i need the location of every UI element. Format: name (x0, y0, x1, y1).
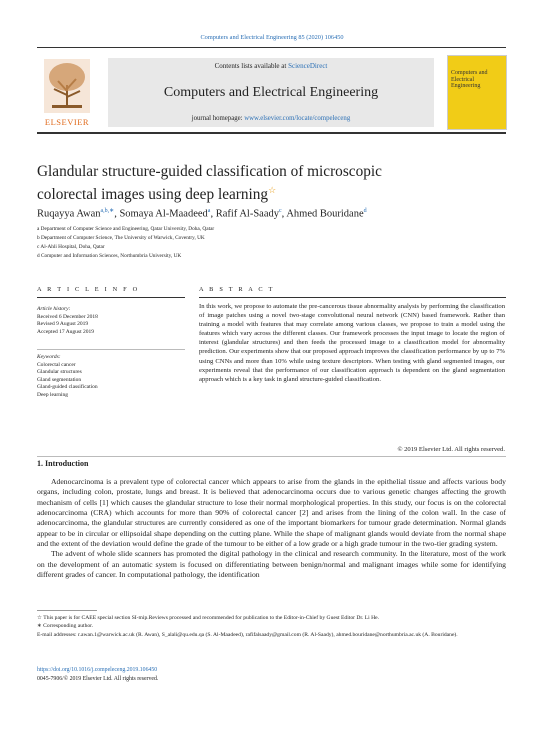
page-footer (37, 666, 506, 683)
author-name: Ruqayya Awan (37, 208, 101, 220)
article-info-rule (37, 297, 185, 298)
title-line-1: Glandular structure-guided classification of microscopic (37, 163, 382, 180)
abstract-heading: A B S T R A C T (199, 286, 275, 293)
header-rule-top (37, 47, 506, 48)
abstract-rule (199, 297, 506, 298)
history-item: Accepted 17 August 2019 (37, 328, 94, 335)
journal-cover (447, 55, 507, 130)
footnote-star: ☆ This paper is for CAEE special section SI-mip.Reviews processed and recommended for publication to the Editor-in-Chief by Guest Editor Dr. Li He. (37, 615, 380, 621)
paragraph: The advent of whole slide scanners has promoted the digital pathology in the clinical and research community. In the literature, most of the work on the development of an automatic system is focused on differentiating between benign/normal and malignant images while some for identifying different grades of cancer. In computational pathology, the identification (37, 549, 506, 580)
header-rule-bottom (37, 132, 506, 134)
sciencedirect-link[interactable]: ScienceDirect (288, 62, 328, 70)
doi-link[interactable]: https://doi.org/10.1016/j.compeleceng.2019.106450 (37, 667, 158, 673)
keyword: Deep learning (37, 391, 68, 398)
author-name: Rafif Al-Saady (215, 208, 279, 220)
keyword: Gland-guided classification (37, 384, 98, 391)
footnote-rule (37, 610, 97, 611)
title-footnote-mark[interactable]: ☆ (268, 185, 277, 195)
footnotes (37, 614, 506, 639)
author-marks[interactable]: c (279, 208, 282, 214)
abstract-copyright: © 2019 Elsevier Ltd. All rights reserved. (397, 446, 505, 453)
section-heading-introduction: 1. Introduction (37, 459, 89, 468)
keyword: Gland segmentation (37, 376, 82, 383)
affiliation: d Computer and Information Sciences, Northumbria University, UK (37, 253, 182, 259)
author-marks[interactable]: a (207, 208, 211, 214)
article-info-heading: A R T I C L E I N F O (37, 286, 140, 293)
history-item: Received 6 December 2018 (37, 313, 98, 320)
keywords-label: Keywords: (37, 354, 61, 360)
homepage-line (108, 115, 434, 122)
history-label: Article history: (37, 306, 71, 312)
author-marks[interactable]: d (363, 208, 367, 214)
contents-line (108, 62, 434, 70)
paragraph: Adenocarcinoma is a prevalent type of colorectal cancer which appears to arise from the glands in the epithelial tissue and affects various body organs, including colon, prostate, lungs and breast. It is believed that adenocarcinoma occurs due to various genetic changes affecting the growth mechanism of cells [1] which causes the glandular structure to lose their normal morphological properties. In this study, our focus is on the colorectal adenocarcinoma (CRA) which accounts for more than 90% of colorectal cancer [2] and arises from the lining of the colon wall. In the case of adenocarcinoma, the glandular structures are currently considered as one of the important biomarkers for tumour grade determination. Normal glands appear to be in circular or ellipsoidal shape depending on the cutting plane. While the shape of malignant glands would deviate from the normal shape and the extent of the deviation would define the grade of the tumour to be either of a low grade or a high grade tumour in the two-tier grading system. (37, 477, 506, 549)
affiliation: a Department of Computer Science and Engineering, Qatar University, Doha, Qatar (37, 226, 215, 232)
homepage-link[interactable]: www.elsevier.com/locate/compeleceng (244, 115, 351, 122)
article-title (37, 162, 507, 204)
contents-prefix: Contents lists available at (214, 62, 289, 70)
keyword: Glandular structures (37, 369, 82, 376)
article-history (37, 306, 185, 336)
elsevier-tree-icon (38, 55, 96, 115)
running-head[interactable]: Computers and Electrical Engineering 85 (2020) 106450 (200, 34, 344, 41)
affiliation: c Al-Ahli Hospital, Doha, Qatar (37, 244, 105, 250)
author-name: Somaya Al-Maadeed (119, 208, 208, 220)
journal-cover-title: Computers and Electrical Engineering (451, 70, 488, 90)
author-list: Ruqayya Awan$^{a,b,∗}$, Somaya Al-Maadeed$^a$, Rafif Al-Saady$^c$, Ahmed Bouridane$^d$ (37, 208, 367, 220)
keyword: Colorectal cancer (37, 361, 76, 368)
journal-title: Computers and Electrical Engineering (163, 85, 379, 100)
footnote-emails: E-mail addresses: r.awan.1@warwick.ac.uk (R. Awan), S_alali@qu.edu.qa (S. Al-Maadeed), rafifalsaady@gmail.com (R. Al-Saady), ahmed.bouridane@northumbria.ac.uk (A. Bouridane). (37, 631, 458, 638)
author-marks[interactable]: a,b,∗ (100, 208, 115, 214)
issn-line: 0045-7906/© 2019 Elsevier Ltd. All rights reserved. (37, 675, 159, 682)
history-item: Revised 9 August 2019 (37, 321, 89, 328)
title-line-2: colorectal images using deep learning (37, 186, 269, 204)
author-name: Ahmed Bouridane (286, 208, 364, 220)
keywords-rule (37, 349, 185, 350)
publisher-name: ELSEVIER (44, 117, 90, 127)
abstract-bottom-rule (37, 456, 506, 457)
introduction-body (37, 477, 506, 580)
footnote-corresponding: ∗ Corresponding author. (37, 623, 94, 630)
affiliation: b Department of Computer Science, The University of Warwick, Coventry, UK (37, 235, 205, 241)
keywords (37, 354, 185, 400)
homepage-prefix: journal homepage: (191, 115, 245, 122)
abstract-text: In this work, we propose to automate the pre-cancerous tissue abnormality analysis by performing the classification of image patches using a novel two-stage convolutional neural network (CNN) based framework. Rather than training a model with features that may correlate among various classes, we propose to train a model using the features which vary across the different classes. Our framework processes the input image to locate the region of interest (glandular structures) and then feeds the processed image to a classification model for abnormality prediction. Our experiments show that our proposed approach improves the classification performance by up to 7% using CNNs and more than 10% while using texture descriptors. When testing with gland segmented images, our experiments reveal that the performance of our classification approach is dependent on the gland segmentation approach which is a key task in gland structure-guided classification. (199, 303, 505, 383)
